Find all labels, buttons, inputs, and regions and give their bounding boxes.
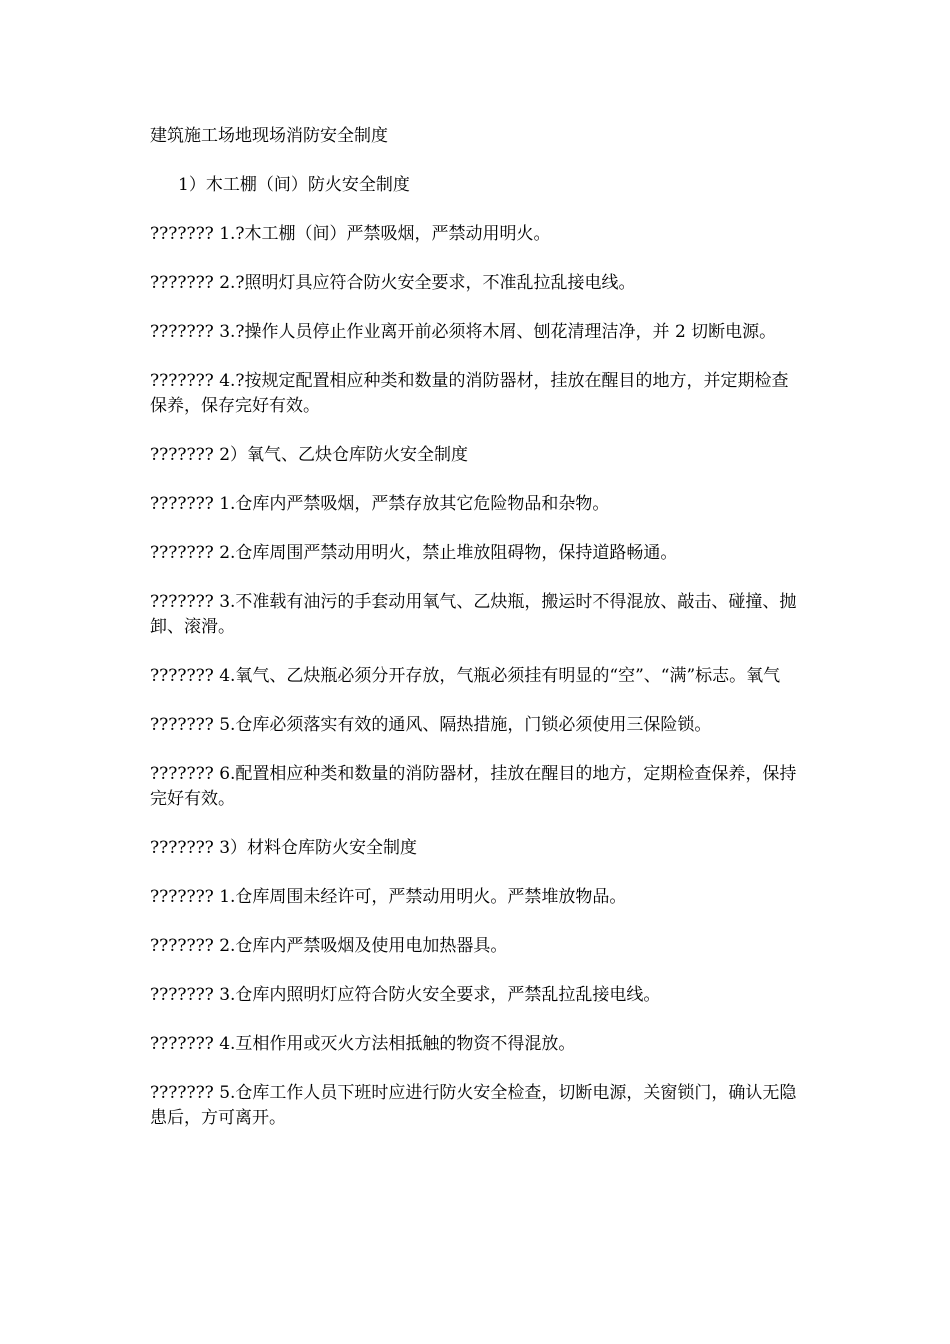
- paragraph: ??????? 6.配置相应种类和数量的消防器材，挂放在醒目的地方，定期检查保养，保持完好有效。: [150, 764, 797, 809]
- document-title: 建筑施工场地现场消防安全制度: [150, 126, 388, 146]
- paragraph: ??????? 3.?操作人员停止作业离开前必须将木屑、刨花清理洁净，并 2 切断电源。: [150, 322, 777, 342]
- paragraph: ??????? 2.仓库内严禁吸烟及使用电加热器具。: [150, 936, 508, 956]
- section-heading-1: 1）木工棚（间）防火安全制度: [178, 175, 410, 195]
- paragraph: ??????? 2.?照明灯具应符合防火安全要求，不准乱拉乱接电线。: [150, 273, 636, 293]
- paragraph: ??????? 4.互相作用或灭火方法相抵触的物资不得混放。: [150, 1034, 576, 1054]
- paragraph: ??????? 5.仓库必须落实有效的通风、隔热措施，门锁必须使用三保险锁。: [150, 715, 712, 735]
- paragraph: ??????? 3.不准载有油污的手套动用氧气、乙炔瓶，搬运时不得混放、敲击、碰撞、抛卸、滚滑。: [150, 592, 797, 637]
- paragraph: ??????? 3.仓库内照明灯应符合防火安全要求，严禁乱拉乱接电线。: [150, 985, 661, 1005]
- paragraph: ??????? 1.仓库内严禁吸烟，严禁存放其它危险物品和杂物。: [150, 494, 610, 514]
- paragraph: ??????? 4.?按规定配置相应种类和数量的消防器材，挂放在醒目的地方，并定期检查保养，保存完好有效。: [150, 371, 789, 416]
- paragraph: ??????? 1.仓库周围未经许可，严禁动用明火。严禁堆放物品。: [150, 887, 627, 907]
- paragraph: ??????? 4.氧气、乙炔瓶必须分开存放，气瓶必须挂有明显的“空”、“满”标志。氧气: [150, 666, 781, 686]
- paragraph: ??????? 2.仓库周围严禁动用明火，禁止堆放阻碍物，保持道路畅通。: [150, 543, 678, 563]
- section-heading-3: ??????? 3）材料仓库防火安全制度: [150, 838, 418, 858]
- document-body: [150, 124, 805, 1155]
- paragraph: ??????? 5.仓库工作人员下班时应进行防火安全检查，切断电源，关窗锁门，确认无隐患后，方可离开。: [150, 1083, 797, 1128]
- paragraph: ??????? 1.?木工棚（间）严禁吸烟，严禁动用明火。: [150, 224, 551, 244]
- section-heading-2: ??????? 2）氧气、乙炔仓库防火安全制度: [150, 445, 469, 465]
